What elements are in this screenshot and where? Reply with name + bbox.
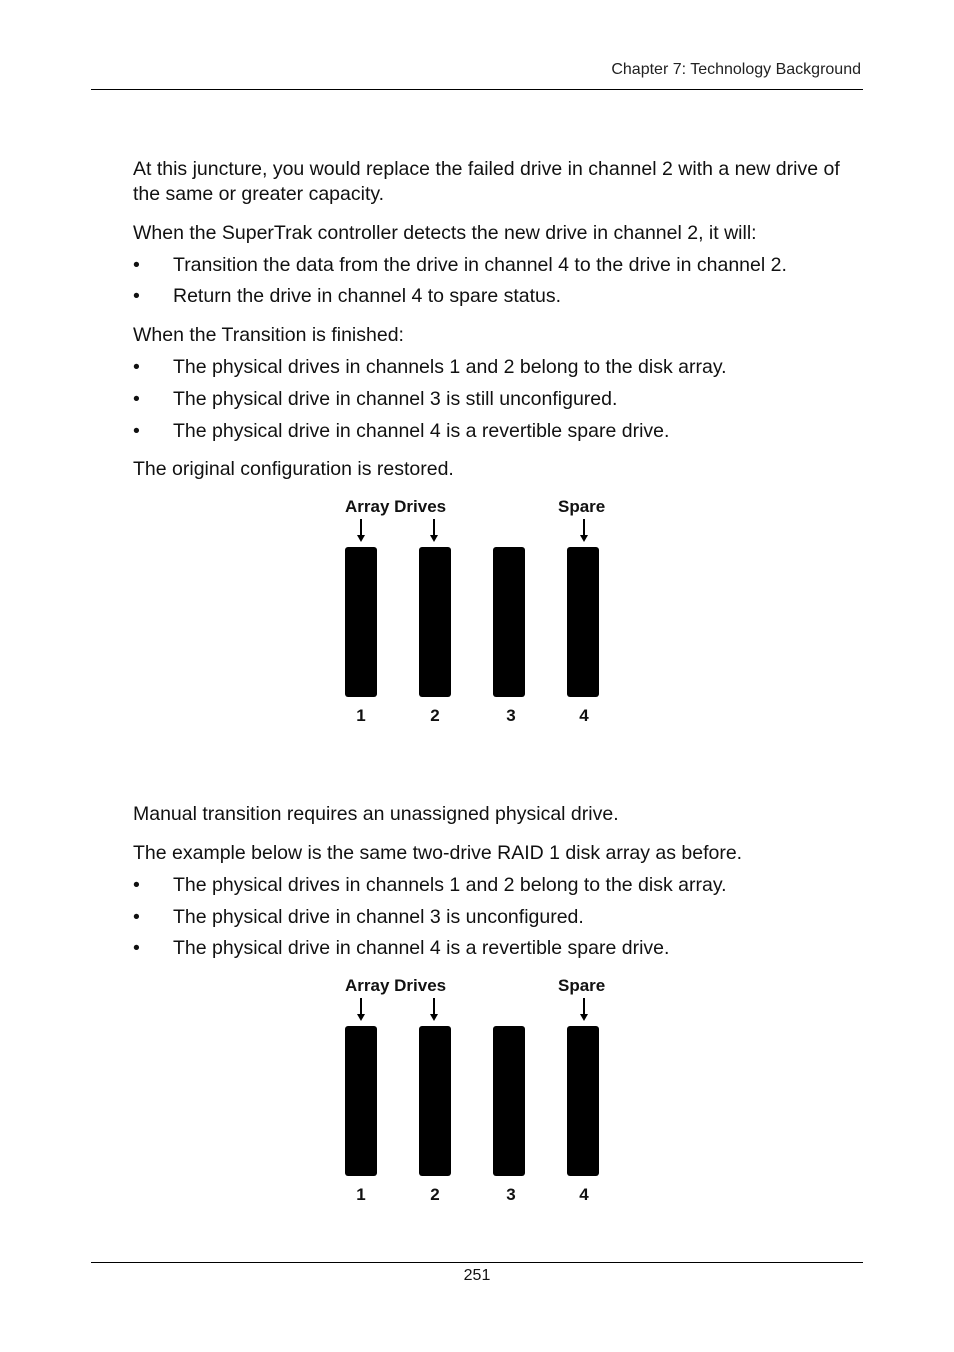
list-item-text: The physical drive in channel 4 is a revertible spare drive.	[173, 420, 670, 442]
paragraph: When the Transition is finished:	[133, 324, 404, 346]
bullet-icon: •	[133, 937, 140, 959]
spare-label: Spare	[558, 497, 606, 516]
footer-rule	[91, 1262, 863, 1263]
drive-number: 3	[506, 1185, 516, 1204]
drive-4	[567, 1026, 599, 1176]
drive-diagram	[330, 974, 620, 1214]
drive-2	[419, 547, 451, 697]
header-rule	[91, 89, 863, 90]
bullet-icon: •	[133, 356, 140, 378]
drive-number: 2	[430, 706, 440, 725]
array-drives-label: Array Drives	[345, 497, 447, 516]
page-number: 251	[463, 1267, 491, 1284]
bullet-icon: •	[133, 420, 140, 442]
paragraph: Manual transition requires an unassigned physical drive.	[133, 803, 619, 825]
list-item-text: The physical drives in channels 1 and 2 belong to the disk array.	[173, 874, 727, 896]
list-item-text: The physical drive in channel 3 is unconfigured.	[173, 906, 584, 928]
bullet-icon: •	[133, 388, 140, 410]
arrow-down-icon	[357, 535, 365, 542]
list-item-text: Return the drive in channel 4 to spare status.	[173, 285, 562, 307]
bullet-icon: •	[133, 906, 140, 928]
chapter-title: Chapter 7: Technology Background	[611, 61, 861, 78]
paragraph: The original configuration is restored.	[133, 458, 454, 480]
drive-3	[493, 1026, 525, 1176]
paragraph: At this juncture, you would replace the failed drive in channel 2 with a new drive of the same or greater capacity.	[133, 158, 840, 205]
bullet-icon: •	[133, 254, 140, 276]
bullet-icon: •	[133, 874, 140, 896]
arrow-down-icon	[430, 1014, 438, 1021]
list-item-text: The physical drive in channel 4 is a revertible spare drive.	[173, 937, 670, 959]
arrow-down-icon	[580, 535, 588, 542]
drive-number: 3	[506, 706, 516, 725]
drive-number: 4	[579, 706, 589, 725]
drive-number: 4	[579, 1185, 589, 1204]
drive-3	[493, 547, 525, 697]
list-item-text: Transition the data from the drive in channel 4 to the drive in channel 2.	[173, 254, 787, 276]
paragraph: When the SuperTrak controller detects the new drive in channel 2, it will:	[133, 222, 757, 244]
drive-number: 2	[430, 1185, 440, 1204]
drive-2	[419, 1026, 451, 1176]
arrow-down-icon	[430, 535, 438, 542]
bullet-icon: •	[133, 285, 140, 307]
spare-label: Spare	[558, 976, 606, 995]
arrow-down-icon	[357, 1014, 365, 1021]
arrow-down-icon	[580, 1014, 588, 1021]
drive-1	[345, 1026, 377, 1176]
drive-number: 1	[356, 1185, 366, 1204]
array-drives-label: Array Drives	[345, 976, 447, 995]
drive-1	[345, 547, 377, 697]
drive-4	[567, 547, 599, 697]
paragraph: The example below is the same two-drive RAID 1 disk array as before.	[133, 842, 743, 864]
drive-diagram	[330, 495, 620, 735]
list-item-text: The physical drive in channel 3 is still unconfigured.	[173, 388, 618, 410]
drive-number: 1	[356, 706, 366, 725]
list-item-text: The physical drives in channels 1 and 2 belong to the disk array.	[173, 356, 727, 378]
